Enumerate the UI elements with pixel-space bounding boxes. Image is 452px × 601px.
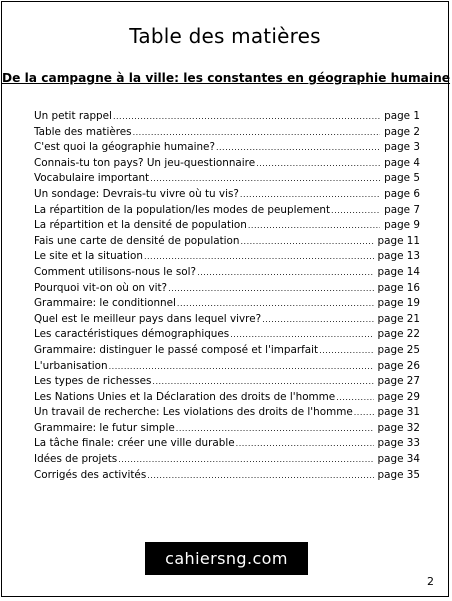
toc-entry-page: page 26 <box>377 359 420 372</box>
toc-entry <box>34 390 420 406</box>
toc-entry <box>34 281 420 297</box>
toc-entry-title: Fais une carte de densité de population <box>34 234 240 247</box>
toc-entry-page: page 4 <box>384 156 420 169</box>
toc-entry <box>34 405 420 421</box>
toc-entry-title: Vocabulaire important <box>34 172 150 185</box>
toc-entry-title: Comment utilisons-nous le sol? <box>34 265 197 278</box>
dot-leader <box>113 109 380 125</box>
toc-entry-page: page 19 <box>377 297 420 310</box>
toc-entry <box>34 359 420 375</box>
dot-leader <box>197 265 373 281</box>
toc-entry <box>34 109 420 125</box>
toc-entry-page: page 1 <box>384 110 420 122</box>
dot-leader <box>240 187 380 203</box>
toc-entry-page: page 31 <box>377 406 420 419</box>
toc-entry <box>34 436 420 452</box>
toc-entry-title: La tâche finale: créer une ville durable <box>34 437 235 450</box>
table-of-contents <box>34 109 420 483</box>
dot-leader <box>248 218 380 234</box>
toc-entry-page: page 25 <box>377 343 420 356</box>
toc-entry-page: page 3 <box>384 141 420 154</box>
toc-entry-title: Pourquoi vit-on où on vit? <box>34 281 168 294</box>
toc-entry-title: Table des matières <box>34 125 132 138</box>
toc-entry-page: page 14 <box>377 265 420 278</box>
dot-leader <box>176 421 374 437</box>
toc-entry <box>34 187 420 203</box>
dot-leader <box>133 125 381 141</box>
toc-entry <box>34 265 420 281</box>
toc-entry <box>34 249 420 265</box>
dot-leader <box>144 249 374 265</box>
dot-leader <box>241 234 374 250</box>
toc-entry-page: page 33 <box>377 437 420 450</box>
toc-entry <box>34 468 420 484</box>
dot-leader <box>118 452 373 468</box>
toc-entry-title: Un sondage: Devrais-tu vivre où tu vis? <box>34 187 239 200</box>
toc-entry-title: Un petit rappel <box>34 110 112 122</box>
toc-entry-title: Grammaire: le conditionnel <box>34 297 176 310</box>
toc-entry-title: Connais-tu ton pays? Un jeu-questionnaire <box>34 156 256 169</box>
toc-entry-title: L'urbanisation <box>34 359 108 372</box>
toc-entry-page: page 2 <box>384 125 420 138</box>
dot-leader <box>147 468 373 484</box>
toc-entry-page: page 16 <box>377 281 420 294</box>
toc-entry-title: La répartition et la densité de population <box>34 219 247 232</box>
toc-entry-title: Grammaire: distinguer le passé composé et l'imparfait <box>34 343 319 356</box>
toc-entry <box>34 203 420 219</box>
dot-leader <box>236 436 374 452</box>
toc-entry <box>34 327 420 343</box>
toc-entry <box>34 374 420 390</box>
toc-entry-title: Les Nations Unies et la Déclaration des droits de l'homme <box>34 390 336 403</box>
dot-leader <box>319 343 373 359</box>
dot-leader <box>336 390 373 406</box>
toc-entry-page: page 22 <box>377 328 420 341</box>
toc-entry-page: page 32 <box>377 421 420 434</box>
page-title: Table des matières <box>129 24 321 48</box>
page-number: 2 <box>427 575 434 588</box>
dot-leader <box>177 296 374 312</box>
toc-entry <box>34 125 420 141</box>
toc-entry-title: Un travail de recherche: Les violations des droits de l'homme <box>34 406 353 419</box>
toc-entry <box>34 343 420 359</box>
document-page <box>1 1 449 597</box>
toc-entry-page: page 29 <box>377 390 420 403</box>
dot-leader <box>256 156 380 172</box>
dot-leader <box>152 374 373 390</box>
toc-entry-title: La répartition de la population/les modes de peuplement <box>34 203 331 216</box>
toc-entry-title: C'est quoi la géographie humaine? <box>34 141 215 154</box>
dot-leader <box>216 140 380 156</box>
toc-entry-page: page 35 <box>377 468 420 481</box>
toc-entry-page: page 6 <box>384 187 420 200</box>
toc-entry-page: page 34 <box>377 453 420 466</box>
toc-entry-title: Idées de projets <box>34 453 118 466</box>
dot-leader <box>331 203 380 219</box>
dot-leader <box>109 359 374 375</box>
toc-entry-page: page 27 <box>377 375 420 388</box>
toc-entry-page: page 7 <box>384 203 420 216</box>
dot-leader <box>354 405 374 421</box>
toc-entry-page: page 11 <box>377 234 420 247</box>
toc-entry <box>34 452 420 468</box>
toc-entry-page: page 21 <box>377 312 420 325</box>
toc-entry <box>34 140 420 156</box>
section-subtitle: De la campagne à la ville: les constantes en géographie humaine <box>2 71 451 85</box>
toc-entry <box>34 171 420 187</box>
toc-entry-title: Grammaire: le futur simple <box>34 421 175 434</box>
toc-entry-title: Les types de richesses <box>34 375 152 388</box>
toc-entry <box>34 312 420 328</box>
dot-leader <box>150 171 380 187</box>
site-logo: cahiersng.com <box>145 542 308 575</box>
dot-leader <box>262 312 373 328</box>
toc-entry <box>34 218 420 234</box>
toc-entry-title: Les caractéristiques démographiques <box>34 328 230 341</box>
toc-entry <box>34 234 420 250</box>
dot-leader <box>168 281 373 297</box>
toc-entry-title: Quel est le meilleur pays dans lequel vivre? <box>34 312 262 325</box>
toc-entry <box>34 156 420 172</box>
toc-entry <box>34 296 420 312</box>
toc-entry-title: Corrigés des activités <box>34 468 147 481</box>
toc-entry-page: page 9 <box>384 219 420 232</box>
dot-leader <box>230 327 373 343</box>
toc-entry-title: Le site et la situation <box>34 250 143 263</box>
toc-entry <box>34 421 420 437</box>
toc-entry-page: page 5 <box>384 172 420 185</box>
toc-entry-page: page 13 <box>377 250 420 263</box>
